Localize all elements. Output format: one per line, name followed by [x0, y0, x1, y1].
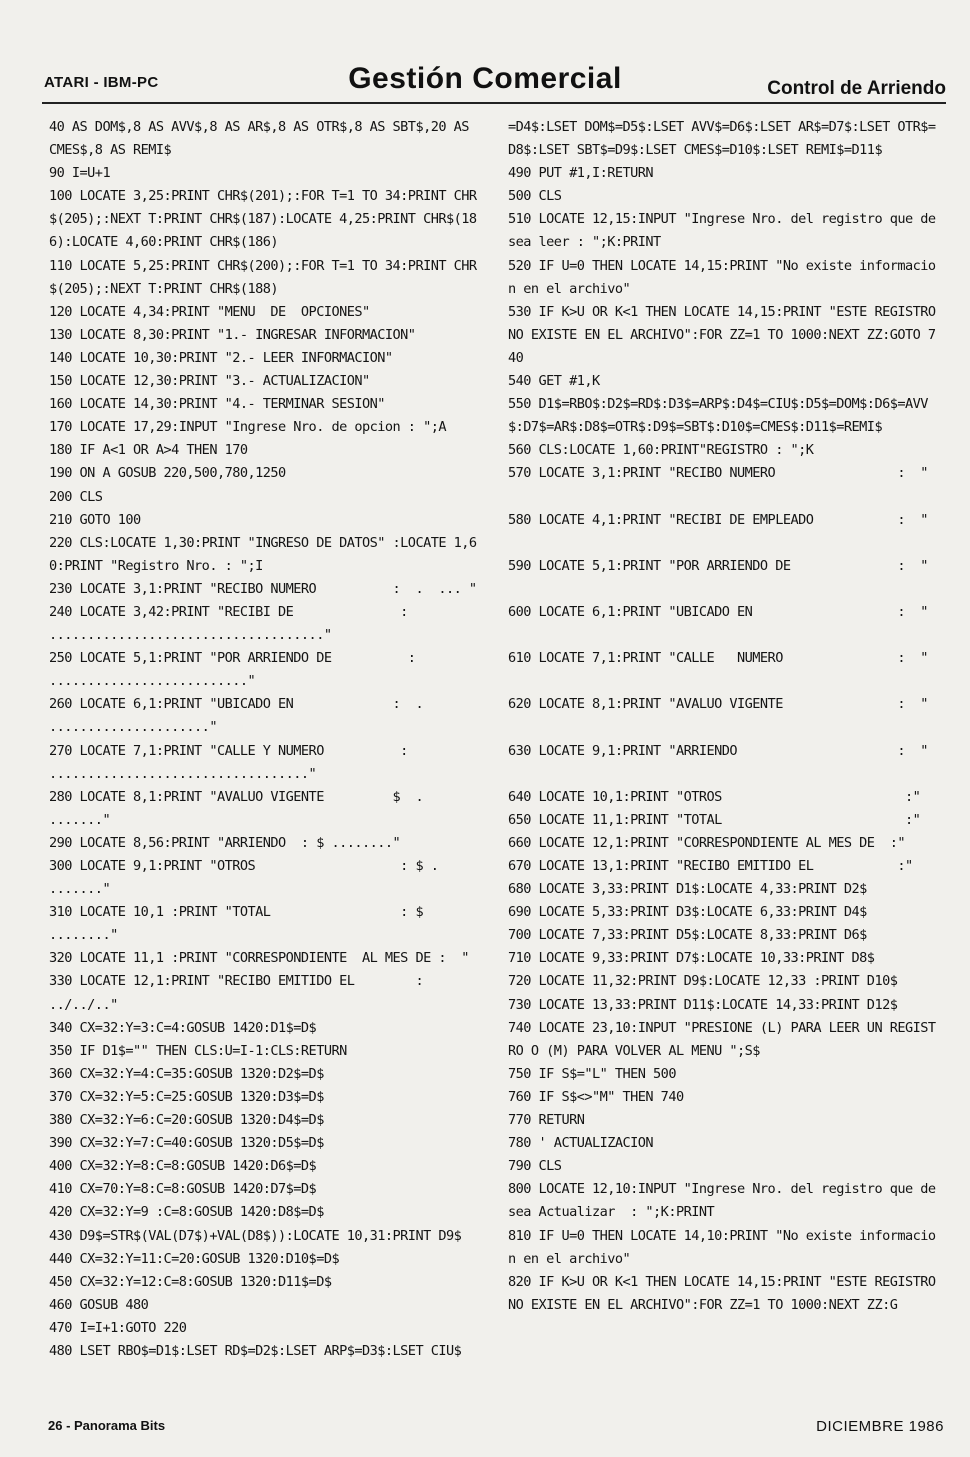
code-line: 590 LOCATE 5,1:PRINT "POR ARRIENDO DE : " — [508, 557, 928, 574]
code-column-right — [508, 116, 942, 1317]
code-line: 680 LOCATE 3,33:PRINT D1$:LOCATE 4,33:PRINT D2$ — [508, 881, 867, 898]
code-line: 300 LOCATE 9,1:PRINT "OTROS : $ . ......." — [49, 858, 446, 898]
code-line — [508, 763, 942, 786]
code-line: 370 CX=32:Y=5:C=25:GOSUB 1320:D3$=D$ — [49, 1088, 324, 1105]
code-line: 450 CX=32:Y=12:C=8:GOSUB 1320:D11$=D$ — [49, 1273, 332, 1290]
code-line: 350 IF D1$="" THEN CLS:U=I-1:CLS:RETURN — [49, 1042, 347, 1059]
code-line: 150 LOCATE 12,30:PRINT "3.- ACTUALIZACION" — [49, 373, 370, 390]
code-line: 400 CX=32:Y=8:C=8:GOSUB 1420:D6$=D$ — [49, 1158, 317, 1175]
code-line: 430 D9$=STR$(VAL(D7$)+VAL(D8$)):LOCATE 10,31:PRINT D9$ — [49, 1227, 462, 1244]
code-line: 270 LOCATE 7,1:PRINT "CALLE Y NUMERO : .................................." — [49, 742, 424, 782]
code-line — [508, 716, 942, 739]
code-line — [508, 486, 942, 509]
code-line: 310 LOCATE 10,1 :PRINT "TOTAL : $ ........" — [49, 904, 431, 944]
header-rule — [42, 102, 946, 104]
code-line: 720 LOCATE 11,32:PRINT D9$:LOCATE 12,33 :PRINT D10$ — [508, 973, 898, 990]
header-platform: ATARI - IBM-PC — [44, 74, 159, 91]
code-line: 240 LOCATE 3,42:PRINT "RECIBI DE : ...................................." — [49, 603, 416, 644]
code-line — [508, 532, 942, 555]
code-line: 330 LOCATE 12,1:PRINT "RECIBO EMITIDO EL : ../../.." — [49, 973, 439, 1013]
code-line: 210 GOTO 100 — [49, 511, 141, 528]
footer-date: DICIEMBRE 1986 — [816, 1418, 944, 1435]
code-line: 620 LOCATE 8,1:PRINT "AVALUO VIGENTE : " — [508, 696, 928, 713]
code-line: 480 LSET RBO$=D1$:LSET RD$=D2$:LSET ARP$=D3$:LSET CIU$ — [49, 1342, 462, 1359]
code-line: 790 CLS — [508, 1158, 562, 1175]
code-line: 390 CX=32:Y=7:C=40:GOSUB 1320:D5$=D$ — [49, 1135, 324, 1152]
code-line: 100 LOCATE 3,25:PRINT CHR$(201);:FOR T=1 TO 34:PRINT CHR$(205);:NEXT T:PRINT CHR$(187):LOCATE 4,25:PRINT CHR$(186):LOCATE 4,60:PRINT CHR$(186) — [49, 188, 477, 251]
code-line: 630 LOCATE 9,1:PRINT "ARRIENDO : " — [508, 742, 928, 759]
code-line: 410 CX=70:Y=8:C=8:GOSUB 1420:D7$=D$ — [49, 1181, 317, 1198]
code-line: 110 LOCATE 5,25:PRINT CHR$(200);:FOR T=1 TO 34:PRINT CHR$(205);:NEXT T:PRINT CHR$(188) — [49, 257, 477, 297]
code-line: 550 D1$=RBO$:D2$=RD$:D3$=ARP$:D4$=CIU$:D5$=DOM$:D6$=AVV$:D7$=AR$:D8$=OTR$:D9$=SBT$:D10$=CMES$:D11$=REMI$ — [508, 396, 928, 436]
code-line: 250 LOCATE 5,1:PRINT "POR ARRIENDO DE : .........................." — [49, 650, 424, 690]
code-line: 140 LOCATE 10,30:PRINT "2.- LEER INFORMACION" — [49, 349, 393, 366]
code-line: 360 CX=32:Y=4:C=35:GOSUB 1320:D2$=D$ — [49, 1065, 324, 1082]
code-line: 220 CLS:LOCATE 1,30:PRINT "INGRESO DE DATOS" :LOCATE 1,60:PRINT "Registro Nro. : ";I — [49, 534, 477, 574]
code-line: 540 GET #1,K — [508, 373, 600, 390]
code-line: 580 LOCATE 4,1:PRINT "RECIBI DE EMPLEADO : " — [508, 511, 928, 528]
code-line: 170 LOCATE 17,29:INPUT "Ingrese Nro. de opcion : ";A — [49, 419, 446, 436]
code-line: 740 LOCATE 23,10:INPUT "PRESIONE (L) PARA LEER UN REGISTRO O (M) PARA VOLVER AL MENU ";S$ — [508, 1019, 936, 1059]
page-title: Gestión Comercial — [348, 62, 622, 95]
section-title: Control de Arriendo — [767, 78, 946, 99]
code-line: 160 LOCATE 14,30:PRINT "4.- TERMINAR SESION" — [49, 396, 385, 413]
code-line: 190 ON A GOSUB 220,500,780,1250 — [49, 465, 286, 482]
code-line — [508, 624, 942, 647]
code-line — [508, 578, 942, 601]
code-line: 570 LOCATE 3,1:PRINT "RECIBO NUMERO : " — [508, 465, 928, 482]
code-line: 500 CLS — [508, 188, 562, 205]
code-line: 180 IF A<1 OR A>4 THEN 170 — [49, 442, 248, 459]
code-line: 760 IF S$<>"M" THEN 740 — [508, 1088, 684, 1105]
code-line: 640 LOCATE 10,1:PRINT "OTROS :" — [508, 788, 921, 805]
code-line: 730 LOCATE 13,33:PRINT D11$:LOCATE 14,33:PRINT D12$ — [508, 996, 898, 1013]
code-line: 660 LOCATE 12,1:PRINT "CORRESPONDIENTE AL MES DE :" — [508, 834, 905, 851]
code-line: 380 CX=32:Y=6:C=20:GOSUB 1320:D4$=D$ — [49, 1112, 324, 1129]
code-line: 230 LOCATE 3,1:PRINT "RECIBO NUMERO : . ... " — [49, 580, 477, 597]
code-line: 560 CLS:LOCATE 1,60:PRINT"REGISTRO : ";K — [508, 442, 814, 459]
code-line: 520 IF U=0 THEN LOCATE 14,15:PRINT "No existe informacion en el archivo" — [508, 257, 936, 297]
code-line: 670 LOCATE 13,1:PRINT "RECIBO EMITIDO EL :" — [508, 858, 913, 874]
code-line: 40 AS DOM$,8 AS AVV$,8 AS AR$,8 AS OTR$,8 AS SBT$,20 AS CMES$,8 AS REMI$ — [49, 119, 477, 159]
code-line: 820 IF K>U OR K<1 THEN LOCATE 14,15:PRINT "ESTE REGISTRO NO EXISTE EN EL ARCHIVO":FOR ZZ=1 TO 1000:NEXT ZZ:G — [508, 1273, 944, 1313]
code-line: 530 IF K>U OR K<1 THEN LOCATE 14,15:PRINT "ESTE REGISTRO NO EXISTE EN EL ARCHIVO":FOR ZZ=1 TO 1000:NEXT ZZ:GOTO 740 — [508, 303, 944, 366]
code-line: 200 CLS — [49, 488, 103, 505]
code-line: 770 RETURN — [508, 1112, 585, 1129]
code-line: 130 LOCATE 8,30:PRINT "1.- INGRESAR INFORMACION" — [49, 326, 416, 343]
code-line: 340 CX=32:Y=3:C=4:GOSUB 1420:D1$=D$ — [49, 1019, 317, 1036]
code-line: 710 LOCATE 9,33:PRINT D7$:LOCATE 10,33:PRINT D8$ — [508, 950, 875, 967]
code-line: 690 LOCATE 5,33:PRINT D3$:LOCATE 6,33:PRINT D4$ — [508, 904, 867, 921]
code-line: 290 LOCATE 8,56:PRINT "ARRIENDO : $ ........" — [49, 834, 401, 851]
code-column-left — [49, 116, 483, 1363]
code-line: 420 CX=32:Y=9 :C=8:GOSUB 1420:D8$=D$ — [49, 1204, 324, 1221]
code-line: 260 LOCATE 6,1:PRINT "UBICADO EN : . ....................." — [49, 696, 439, 736]
code-line: 810 IF U=0 THEN LOCATE 14,10:PRINT "No existe informacion en el archivo" — [508, 1227, 936, 1267]
code-line: 490 PUT #1,I:RETURN — [508, 165, 654, 182]
code-line: 470 I=I+1:GOTO 220 — [49, 1319, 187, 1336]
code-line — [508, 670, 942, 693]
code-line: 610 LOCATE 7,1:PRINT "CALLE NUMERO : " — [508, 650, 928, 667]
code-line: 90 I=U+1 — [49, 165, 111, 182]
code-line: =D4$:LSET DOM$=D5$:LSET AVV$=D6$:LSET AR$=D7$:LSET OTR$=D8$:LSET SBT$=D9$:LSET CMES$=D10$:LSET REMI$=D11$ — [508, 119, 936, 159]
footer-page-number: 26 - Panorama Bits — [48, 1418, 166, 1433]
code-line: 280 LOCATE 8,1:PRINT "AVALUO VIGENTE $ . ......." — [49, 788, 439, 828]
code-line: 800 LOCATE 12,10:INPUT "Ingrese Nro. del registro que desea Actualizar : ";K:PRINT — [508, 1181, 936, 1221]
code-line: 780 ' ACTUALIZACION — [508, 1135, 654, 1152]
code-line: 460 GOSUB 480 — [49, 1296, 149, 1313]
code-line: 600 LOCATE 6,1:PRINT "UBICADO EN : " — [508, 603, 928, 620]
code-line: 750 IF S$="L" THEN 500 — [508, 1065, 676, 1082]
code-line: 650 LOCATE 11,1:PRINT "TOTAL :" — [508, 811, 921, 828]
code-line: 120 LOCATE 4,34:PRINT "MENU DE OPCIONES" — [49, 303, 370, 320]
code-line: 700 LOCATE 7,33:PRINT D5$:LOCATE 8,33:PRINT D6$ — [508, 927, 867, 944]
code-line: 320 LOCATE 11,1 :PRINT "CORRESPONDIENTE AL MES DE : " — [49, 950, 469, 967]
code-line: 510 LOCATE 12,15:INPUT "Ingrese Nro. del registro que desea leer : ";K:PRINT — [508, 211, 936, 251]
code-line: 440 CX=32:Y=11:C=20:GOSUB 1320:D10$=D$ — [49, 1250, 340, 1267]
